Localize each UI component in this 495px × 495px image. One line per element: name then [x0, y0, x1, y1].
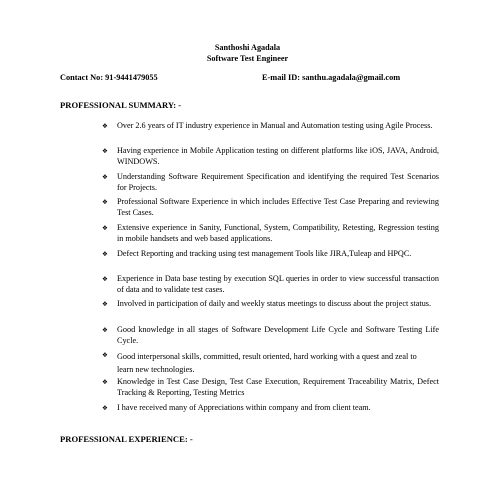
summary-item-text-part: learn new technologies.	[117, 365, 195, 374]
summary-item-text: Having experience in Mobile Application testing on different platforms like iOS, JAVA, Android, WINDOWS.	[117, 146, 439, 166]
contact-email: E-mail ID: santhu.agadala@gmail.com	[262, 73, 401, 82]
summary-item-text: Understanding Software Requirement Specification and identifying the required Test Scenarios for Projects.	[117, 172, 439, 192]
professional-summary-heading: PROFESSIONAL SUMMARY: -	[60, 100, 182, 110]
diamond-bullet-icon: ❖	[102, 147, 108, 155]
candidate-role: Software Test Engineer	[206, 54, 289, 63]
professional-experience-heading: PROFESSIONAL EXPERIENCE: -	[60, 434, 193, 444]
contact-phone: Contact No: 91-9441479055	[60, 73, 158, 82]
summary-item-text: Extensive experience in Sanity, Functional, System, Compatibility, Retesting, Regression testing in mobile handsets and web based applications.	[117, 223, 439, 243]
diamond-bullet-icon: ❖	[102, 378, 108, 386]
candidate-name: Santhoshi Agadala	[214, 43, 281, 52]
diamond-bullet-icon: ❖	[102, 122, 108, 130]
summary-item-text: I have received many of Appreciations within company and from client team.	[117, 403, 371, 412]
diamond-bullet-icon: ❖	[102, 326, 108, 334]
diamond-bullet-icon: ❖	[102, 224, 108, 232]
summary-item-text-part: Good interpersonal skills, committed, result oriented, hard working with a quest and zeal to	[117, 352, 417, 361]
diamond-bullet-icon: ❖	[102, 275, 108, 283]
diamond-bullet-icon: ❖	[102, 250, 108, 258]
summary-item-text: Defect Reporting and tracking using test management Tools like JIRA,Tuleap and HPQC.	[117, 249, 412, 258]
summary-item-text: Professional Software Experience in which includes Effective Test Case Preparing and reviewing Test Cases.	[117, 197, 439, 217]
diamond-bullet-icon: ❖	[102, 404, 108, 412]
summary-item-text: Experience in Data base testing by execution SQL queries in order to view successful transaction of data and to validate test cases.	[117, 274, 439, 294]
diamond-bullet-icon: ❖	[102, 198, 108, 206]
summary-item-text	[117, 350, 439, 376]
diamond-bullet-icon: ❖	[102, 351, 108, 359]
diamond-bullet-icon: ❖	[102, 173, 108, 181]
summary-item-text: Knowledge in Test Case Design, Test Case Execution, Requirement Traceability Matrix, Defect Tracking & Reporting, Testing Metrics	[117, 377, 439, 397]
diamond-bullet-icon: ❖	[102, 300, 108, 308]
summary-item-text: Over 2.6 years of IT industry experience in Manual and Automation testing using Agile Process.	[117, 121, 433, 130]
summary-item-text: Involved in participation of daily and weekly status meetings to discuss about the project status.	[117, 299, 432, 308]
summary-item-text: Good knowledge in all stages of Software Development Life Cycle and Software Testing Life Cycle.	[117, 325, 439, 345]
